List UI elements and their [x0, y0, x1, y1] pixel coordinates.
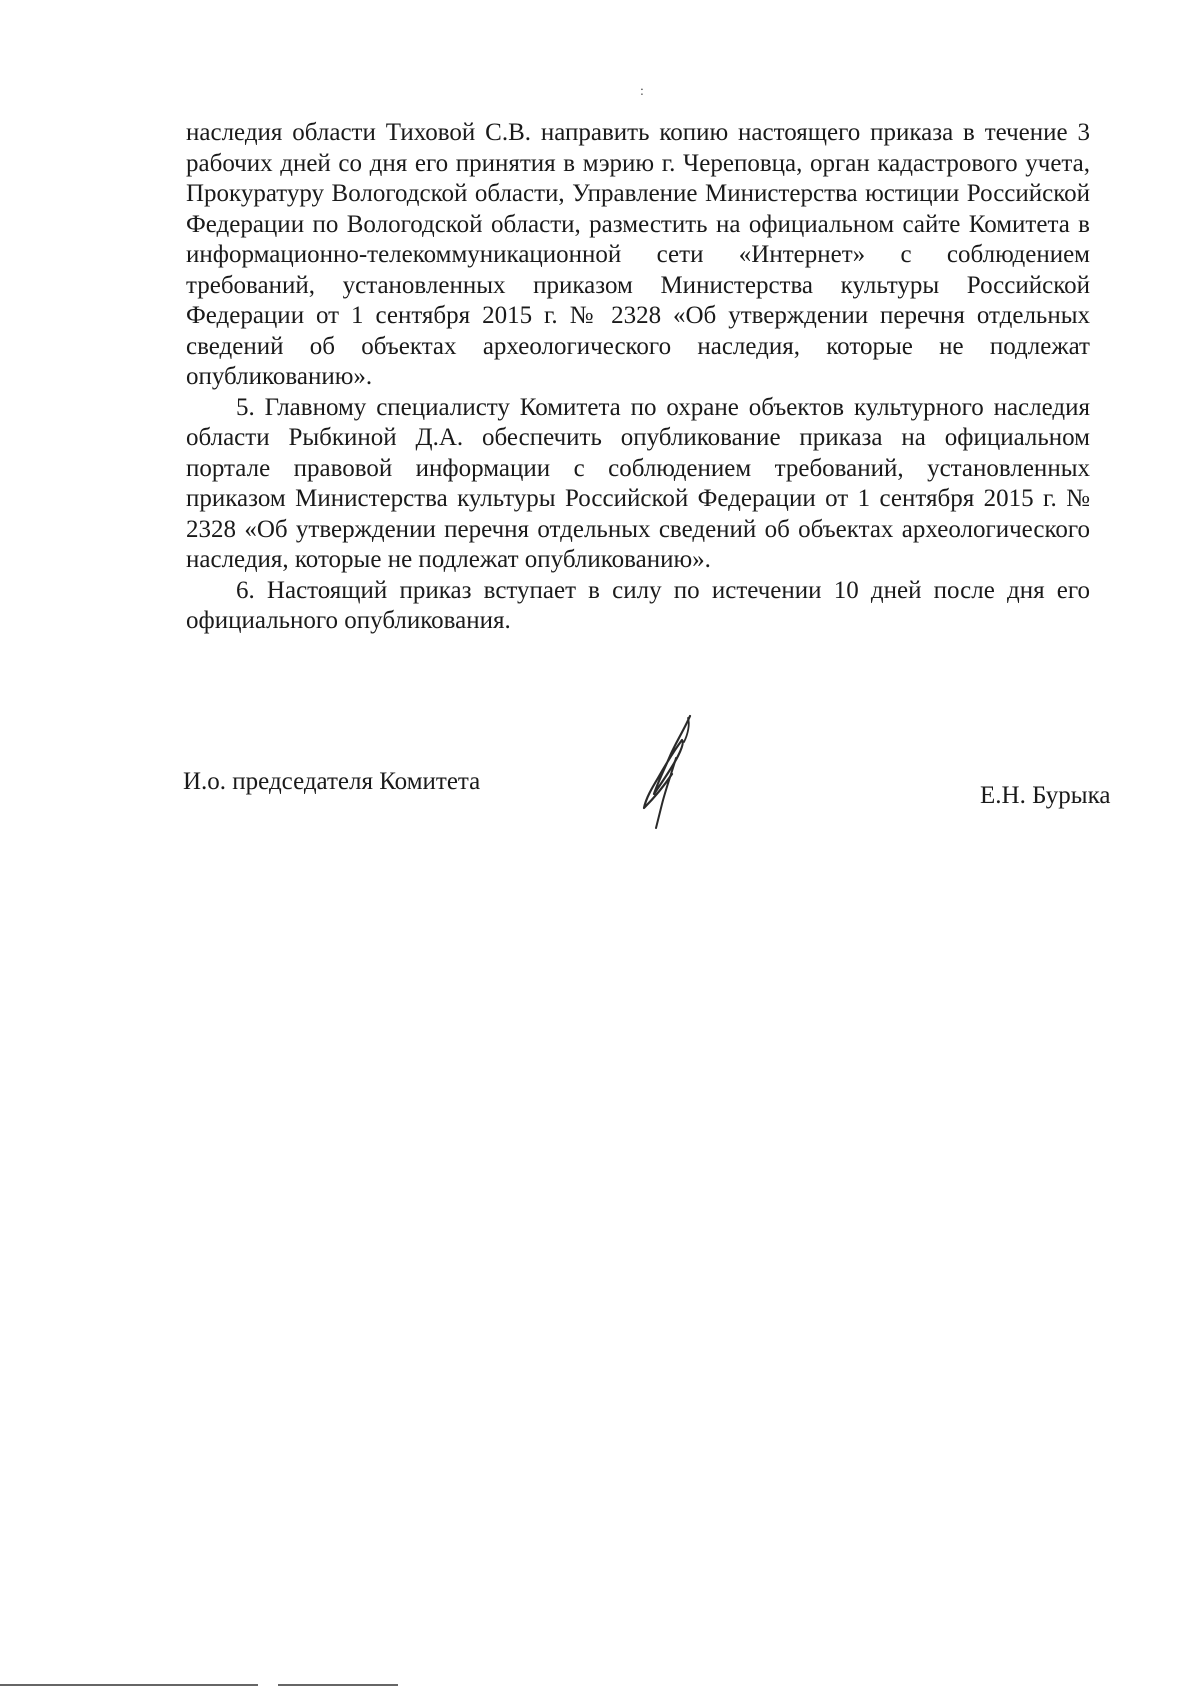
page-mark: :	[640, 84, 645, 99]
signatory-name: Е.Н. Бурыка	[980, 782, 1111, 809]
paragraph-item-5: 5. Главному специалисту Комитета по охране объектов культурного наследия области Рыбкиной Д.А. обеспечить опубликование приказа на официальном портале правовой информации с соблюдением требований, установленных приказом Министерства культуры Российской Федерации от 1 сентября 2015 г. № 2328 «Об утверждении перечня отдельных сведений об объектах археологического наследия, которые не подлежат опубликованию».	[186, 393, 1090, 573]
footer-rule-right	[278, 1684, 398, 1686]
paragraph-continuation: наследия области Тиховой С.В. направить копию настоящего приказа в течение 3 рабочих дней со дня его принятия в мэрию г. Череповца, орган кадастрового учета, Прокуратуру Вологодской области, Управление Министерства юстиции Российской Федерации по Вологодской области, разместить на официальном сайте Комитета в информационно-телекоммуникационной сети «Интернет» с соблюдением требований, установленных приказом Министерства культуры Российской Федерации от 1 сентября 2015 г. № 2328 «Об утверждении перечня отдельных сведений об объектах археологического наследия, которые не подлежат опубликованию».	[186, 119, 1090, 390]
signatory-title: И.о. председателя Комитета	[183, 768, 481, 795]
footer-rule-left	[0, 1684, 258, 1686]
paragraph-item-6: 6. Настоящий приказ вступает в силу по истечении 10 дней после дня его официального опубликования.	[186, 576, 1090, 634]
handwritten-signature	[632, 712, 704, 830]
